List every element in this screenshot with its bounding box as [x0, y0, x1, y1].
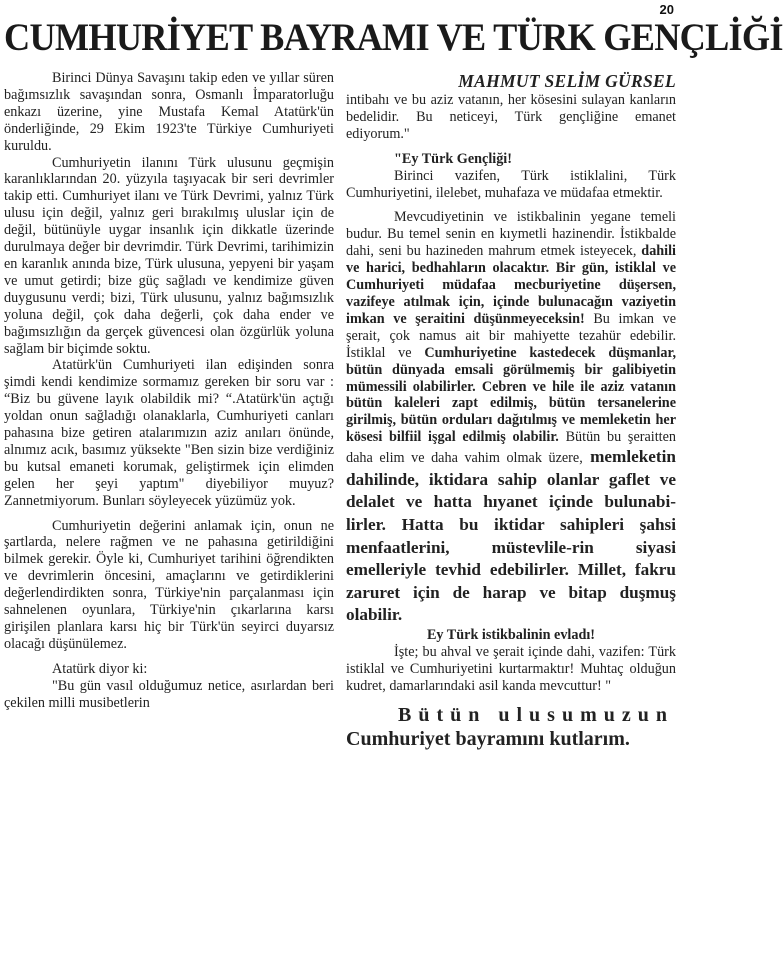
text-run: Mevcudiyetinin ve istikbalinin yegane temeli budur. Bu temel senin en kıymetli hazinendir. İstikbalde dahi, seni bu hazineden mahrum etmek isteyecek,: [346, 209, 676, 260]
bold-text-run: Cumhuriyetine kastedecek düşmanlar, bütün dünyada emsali görülmemiş bir galibiyetin mümessili olabilirler. Cebren ve hile ile aziz vatanın bütün kaleleri zapt edilmiş, bütün tersanelerine girilmiş, bütün orduları dağıtılmış ve memleketin her kösesi bilfiil işgal edilmiş olabilir.: [346, 344, 676, 446]
paragraph-gap: [346, 695, 676, 703]
right-paragraph-3: Birinci vazifen, Türk istiklalini, Türk Cumhuriyetini, ilelebet, muhafaza ve müdafaa etmektir.: [346, 167, 676, 201]
headline: CUMHURİYET BAYRAMI VE TÜRK GENÇLİĞİ: [4, 16, 783, 59]
left-paragraph-4: Cumhuriyetin değerini anlamak için, onun ne şartlarda, nelere rağmen ve ne pahasına getirildiğini bilmek gerekir. Öyle ki, Cumhuriyet tarihini öğrendikten ve devrimlerin öncesini, amaçlarını ve getirdiklerini değerlendirdikten sonra, Türkiye'nin parçalanması için sahnelenen oyunlara, Türkiye'nin çıkarlarına karsı girişilen planlara karsı hiç bir Türk'ün seyirci duyarsız olacağı düşünülemez.: [4, 517, 334, 652]
paragraph-gap: [346, 201, 676, 209]
right-paragraph-6: İşte; bu ahval ve şerait içinde dahi, vazifen: Türk istiklal ve Cumhuriyetini kurtarmaktır! Muhtaç olduğun kudret, damarlarındaki asil kanda mevcuttur! ": [346, 643, 676, 694]
left-paragraph-1: Birinci Dünya Savaşını takip eden ve yıllar süren bağımsızlık savaşından sonra, Osmanlı İmparatorluğu enkazı üzerine, yine Mustafa Kemal Atatürk'ün önderliğinde, 29 Ekim 1923'te Türkiye Cumhuriyeti kuruldu.: [4, 70, 334, 154]
left-column: [4, 70, 334, 712]
right-column: [346, 70, 676, 751]
closing-line-1: Bütün ulusumuzun: [398, 703, 674, 726]
left-paragraph-5: Atatürk diyor ki:: [52, 660, 148, 677]
left-paragraph-6: "Bu gün vasıl olduğumuz netice, asırlardan beri çekilen milli musibetlerin: [4, 677, 334, 711]
paragraph-gap: [4, 653, 334, 661]
bold-text-run: dahili ve harici, bedhahların olacaktır. Bir gün, istiklal ve Cumhuriyeti müdafaa mecburiyetine düşersen, vazifeye atılmak için, içinde bulunacağın vaziyetin imkan ve şeraitini düşünmeyeceksin!: [346, 243, 677, 327]
page-number: 20: [659, 2, 674, 17]
left-paragraph-2: Cumhuriyetin ilanını Türk ulusunu geçmişin karanlıklarından 20. yüzyıla taşıyacak bir seri devrimler takip etti. Cumhuriyet ilanı ve Türk Devrimi, yalnız Türk ulusu için değil, yalnız geri bırakılmış uluslar için de değil, bütünüyle uygar insanlık için dikkatle üzerinde durulmaya değer bir devrimdir. Türk Devrimi, tarihimizin en karanlık anında bize, Türk ulusuna, yepyeni bir yaşam ve umut getirdi; bize güç sağladı ve kendimize güven duygusunu verdi; bizi, Türk ulusunu, yalnız bağımsızlık yoluna değil, çok daha değerli, çok daha ender ve bağımsızlığın da gerçek güvencesi olan özgürlük yoluna sağlam bir biçimde soktu.: [4, 154, 334, 357]
closing-line-2: Cumhuriyet bayramını kutlarım.: [346, 727, 630, 750]
right-paragraph-1: intibahı ve bu aziz vatanın, her kösesini sulayan kanların bedelidir. Bu neticeyi, Türk gençliğine emanet ediyorum.": [346, 92, 676, 142]
closing-message: [346, 703, 676, 751]
paragraph-gap: [346, 143, 676, 151]
address-heading: "Ey Türk Gençliği!: [394, 150, 512, 167]
paragraph-gap: [4, 510, 334, 518]
large-bold-text-run: memleketin dahilinde, iktidara sahip olanlar gaflet ve delalet ve hatta hıyanet içinde bulunabi-lirler. Hatta bu iktidar sahipleri şahsi menfaatlerini, müstevlile-rin siyasi emelleriyle tevhid edebilirler. Millet, fakru zaruret için de harap ve bitap duşmuş olabilir.: [346, 447, 676, 625]
right-paragraph-4: [346, 209, 676, 626]
text-run: Bütün bu şeraitten daha elim ve daha vahim olmak üzere,: [346, 429, 676, 467]
author-byline: MAHMUT SELİM GÜRSEL: [458, 71, 676, 91]
left-paragraph-3: Atatürk'ün Cumhuriyeti ilan edişinden sonra şimdi kendi kendimize sormamız gereken bir soru var : “Biz bu güvene layık olabildik mi? “.Atatürk'ün açtığı yoldan onun sağladığı olanaklarla, Cumhuriyeti canları pahasına bize getiren atalarımızın aziz anıları önünde, alnımız acık, basımız yüksekte "Ben sizin bize verdiğiniz bu kutsal emaneti korumak, geliştirmek için elimden gelen her şeyi yaptım" diyebiliyor muyuz? Zannetmiyorum. Bunları söyleyecek yüzümüz yok.: [4, 357, 334, 509]
text-run: Bu imkan ve şerait, çok namus ait bir mahiyette tezahür edebilir. İstiklal ve: [346, 310, 676, 361]
second-address-heading: Ey Türk istikbalinin evladı!: [426, 626, 596, 643]
